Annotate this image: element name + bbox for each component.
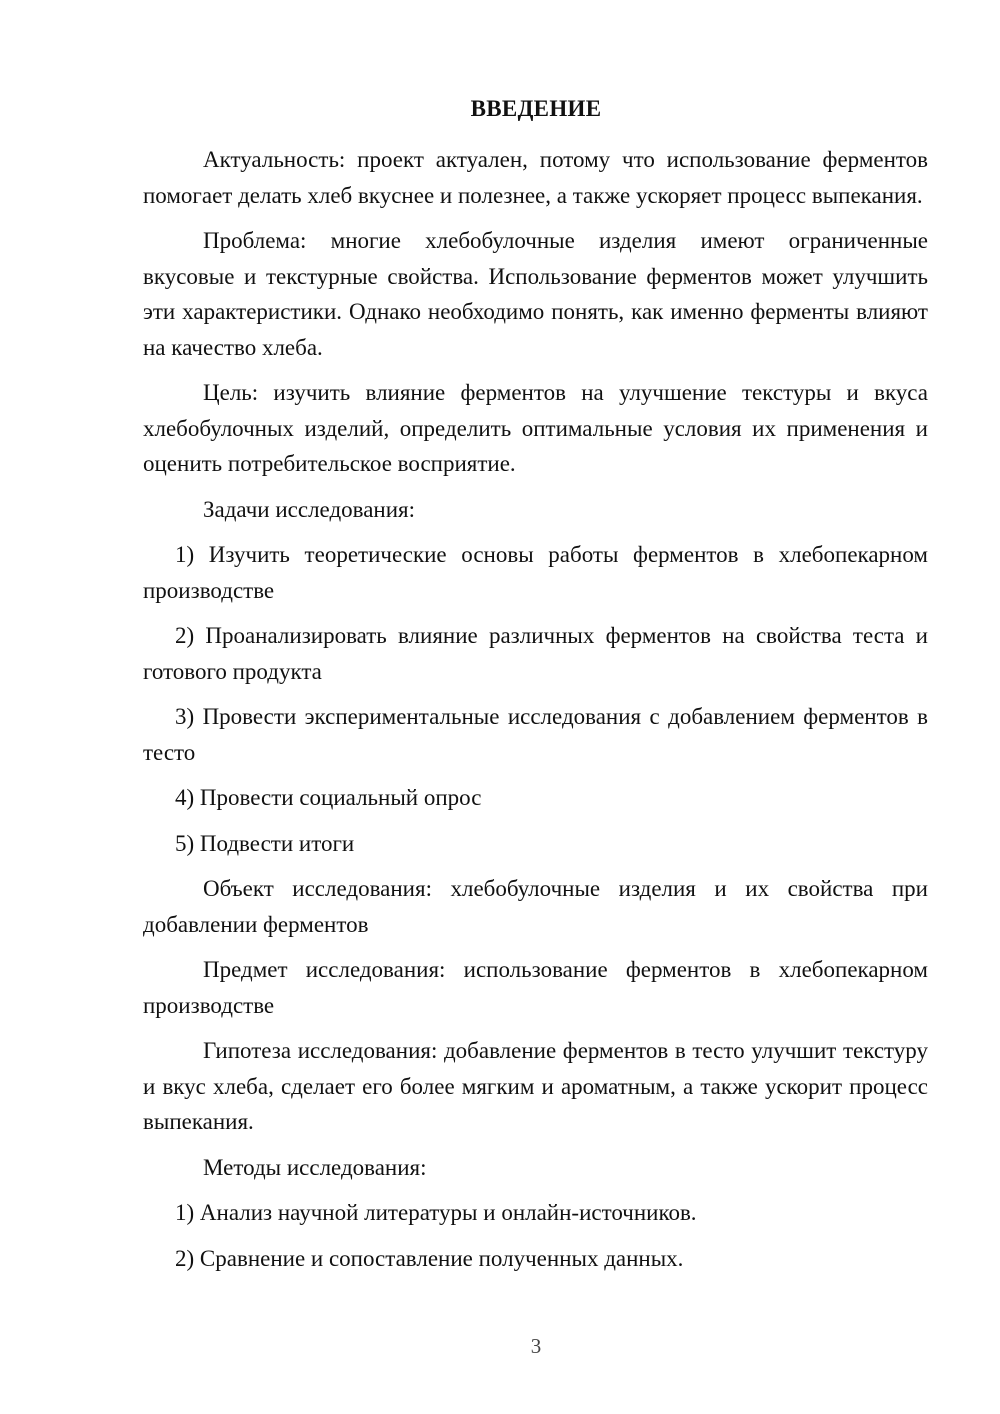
method-item-1: 1) Анализ научной литературы и онлайн-источников. (175, 1200, 697, 1225)
task-item-1: 1) Изучить теоретические основы работы ферментов в хлебопекарном производстве (143, 542, 928, 603)
task-item-4: 4) Провести социальный опрос (175, 785, 482, 810)
task-item-3: 3) Провести экспериментальные исследования с добавлением ферментов в тесто (143, 704, 928, 765)
document-body (143, 142, 928, 1286)
paragraph-goal: Цель: изучить влияние ферментов на улучшение текстуры и вкуса хлебобулочных изделий, определить оптимальные условия их применения и оценить потребительское восприятие. (143, 380, 928, 476)
task-item-5: 5) Подвести итоги (175, 830, 355, 856)
paragraph-subject: Предмет исследования: использование ферментов в хлебопекарном производстве (143, 957, 928, 1018)
tasks-heading: Задачи исследования: (203, 496, 416, 522)
paragraph-problem: Проблема: многие хлебобулочные изделия имеют ограниченные вкусовые и текстурные свойства. Использование ферментов может улучшить эти характеристики. Однако необходимо понять, как именно ферменты влияют на качество хлеба. (143, 228, 928, 360)
methods-heading: Методы исследования: (203, 1154, 427, 1180)
paragraph-hypothesis: Гипотеза исследования: добавление ферментов в тесто улучшит текстуру и вкус хлеба, сделает его более мягким и ароматным, а также ускорит процесс выпекания. (143, 1038, 928, 1134)
page-title: ВВЕДЕНИЕ (470, 96, 602, 121)
paragraph-object: Объект исследования: хлебобулочные изделия и их свойства при добавлении ферментов (143, 876, 928, 937)
method-item-2: 2) Сравнение и сопоставление полученных данных. (175, 1245, 684, 1271)
page-number: 3 (530, 1334, 542, 1358)
task-item-2: 2) Проанализировать влияние различных ферментов на свойства теста и готового продукта (143, 623, 928, 684)
paragraph-relevance: Актуальность: проект актуален, потому что использование ферментов помогает делать хлеб вкуснее и полезнее, а также ускоряет процесс выпекания. (143, 147, 928, 208)
